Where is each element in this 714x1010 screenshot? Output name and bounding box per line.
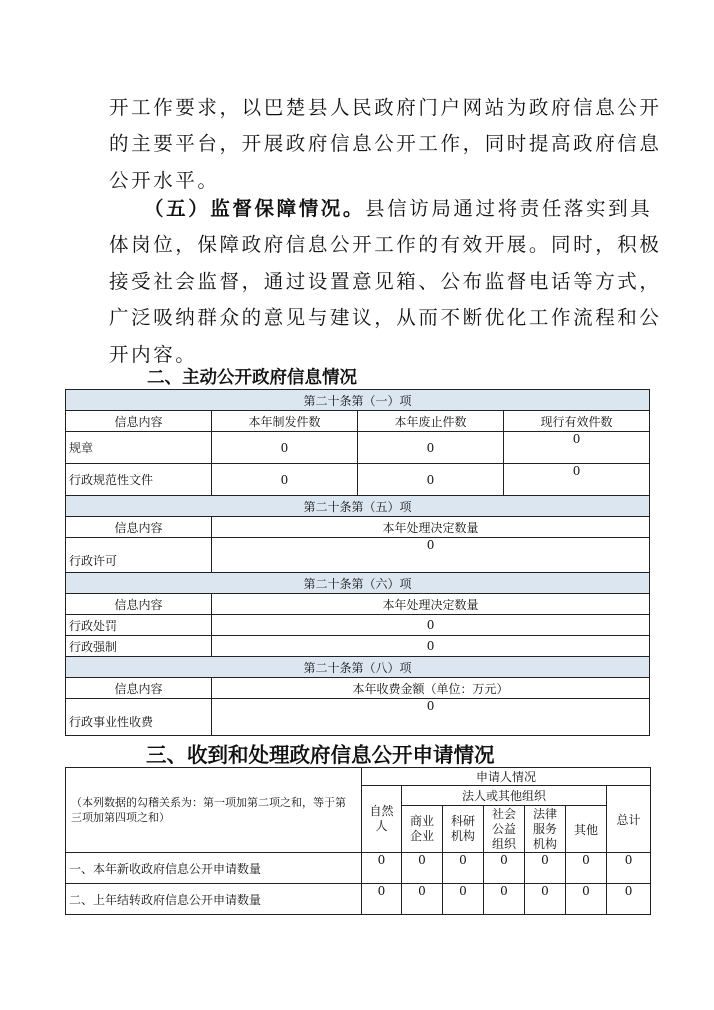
- table-row: [66, 699, 650, 736]
- table-cell: 0: [358, 432, 504, 464]
- row-label: 行政处罚: [66, 615, 212, 636]
- table-cell: 0: [402, 853, 443, 884]
- table-row: [66, 884, 651, 915]
- paragraph-first-line: [144, 191, 654, 227]
- total-header: 总计: [607, 786, 651, 853]
- table-cell: 0: [212, 464, 358, 496]
- section-header: 第二十条第（八）项: [66, 657, 650, 678]
- section-header: 第二十条第（一）项: [66, 390, 650, 411]
- table-cell: 0: [362, 853, 402, 884]
- natural-person-header: 自然人: [362, 786, 402, 853]
- column-header: 本年收费金额（单位：万元）: [212, 678, 650, 699]
- table-cell: 0: [607, 884, 651, 915]
- table-cell: 0: [566, 884, 607, 915]
- paragraph-line: 体岗位，保障政府信息公开工作的有效开展。同时，积极: [109, 233, 662, 257]
- table-cell: 0: [402, 884, 443, 915]
- table-cell: 0: [504, 432, 650, 464]
- table-cell: 0: [362, 884, 402, 915]
- paragraph-line: 开工作要求，以巴楚县人民政府门户网站为政府信息公开: [109, 96, 662, 119]
- row-label: 行政规范性文件: [66, 464, 212, 496]
- section-header-row: [66, 573, 650, 594]
- other-header: 其他: [566, 806, 607, 853]
- section-header-row: [66, 390, 650, 411]
- table-row: [66, 615, 650, 636]
- row-label: 规章: [66, 432, 212, 464]
- table-cell: 0: [358, 464, 504, 496]
- row-label: 行政强制: [66, 636, 212, 657]
- table-row: [66, 538, 650, 573]
- row-label: 一、本年新收政府信息公开申请数量: [66, 853, 362, 884]
- table-cell: 0: [212, 432, 358, 464]
- legal-entity-header: 法人或其他组织: [402, 786, 607, 806]
- table-cell: 0: [443, 884, 484, 915]
- paragraph-2-rest: [109, 227, 662, 373]
- paragraph-line: 开内容。: [109, 342, 198, 366]
- column-header: 信息内容: [66, 517, 212, 538]
- table-cell: 0: [504, 464, 650, 496]
- table-cell: 0: [212, 538, 650, 573]
- paragraph-line: 的主要平台，开展政府信息公开工作，同时提高政府信息: [109, 132, 662, 156]
- paragraph-line: 公开水平。: [109, 168, 220, 192]
- column-header: 信息内容: [66, 411, 212, 432]
- applicant-header-row: [66, 768, 651, 786]
- table-cell: 0: [212, 699, 650, 736]
- research-header: 科研机构: [443, 806, 484, 853]
- column-header: 本年制发件数: [212, 411, 358, 432]
- application-table: [65, 767, 651, 915]
- paragraph-1: [109, 90, 662, 199]
- row-label: 二、上年结转政府信息公开申请数量: [66, 884, 362, 915]
- section-2-title: 二、主动公开政府信息情况: [147, 368, 357, 388]
- paragraph-text: 县信访局通过将责任落实到具: [365, 197, 653, 220]
- table-cell: 0: [212, 636, 650, 657]
- table-cell: 0: [525, 884, 566, 915]
- column-header: 现行有效件数: [504, 411, 650, 432]
- column-header-row: [66, 594, 650, 615]
- column-header: 信息内容: [66, 594, 212, 615]
- commercial-header: 商业企业: [402, 806, 443, 853]
- table-row: [66, 853, 651, 884]
- section-3-title: 三、收到和处理政府信息公开申请情况: [146, 743, 495, 767]
- table-cell: 0: [212, 615, 650, 636]
- section-header: 第二十条第（六）项: [66, 573, 650, 594]
- social-header: 社会公益组织: [484, 806, 525, 853]
- section-lead-bold: （五）监督保障情况。: [144, 197, 366, 220]
- column-header-row: [66, 517, 650, 538]
- row-label: 行政许可: [66, 538, 212, 573]
- row-label: 行政事业性收费: [66, 699, 212, 736]
- table-row: [66, 432, 650, 464]
- paragraph-2: [144, 191, 654, 227]
- table-cell: 0: [443, 853, 484, 884]
- column-header-row: [66, 411, 650, 432]
- column-header: 本年处理决定数量: [212, 517, 650, 538]
- applicant-header: 申请人情况: [362, 768, 651, 786]
- column-header: 本年处理决定数量: [212, 594, 650, 615]
- table-cell: 0: [484, 853, 525, 884]
- relation-note: （本列数据的勾稽关系为：第一项加第二项之和，等于第三项加第四项之和）: [66, 768, 362, 853]
- proactive-disclosure-table: [65, 389, 650, 736]
- section-header-row: [66, 496, 650, 517]
- section-header: 第二十条第（五）项: [66, 496, 650, 517]
- paragraph-line: 接受社会监督，通过设置意见箱、公布监督电话等方式，: [109, 269, 662, 293]
- column-header-row: [66, 678, 650, 699]
- paragraph-line: 广泛吸纳群众的意见与建议，从而不断优化工作流程和公: [109, 306, 662, 330]
- table-row: [66, 636, 650, 657]
- table-row: [66, 464, 650, 496]
- table-cell: 0: [525, 853, 566, 884]
- table-cell: 0: [484, 884, 525, 915]
- table-cell: 0: [607, 853, 651, 884]
- column-header: 信息内容: [66, 678, 212, 699]
- section-header-row: [66, 657, 650, 678]
- column-header: 本年废止件数: [358, 411, 504, 432]
- table-cell: 0: [566, 853, 607, 884]
- law-service-header: 法律服务机构: [525, 806, 566, 853]
